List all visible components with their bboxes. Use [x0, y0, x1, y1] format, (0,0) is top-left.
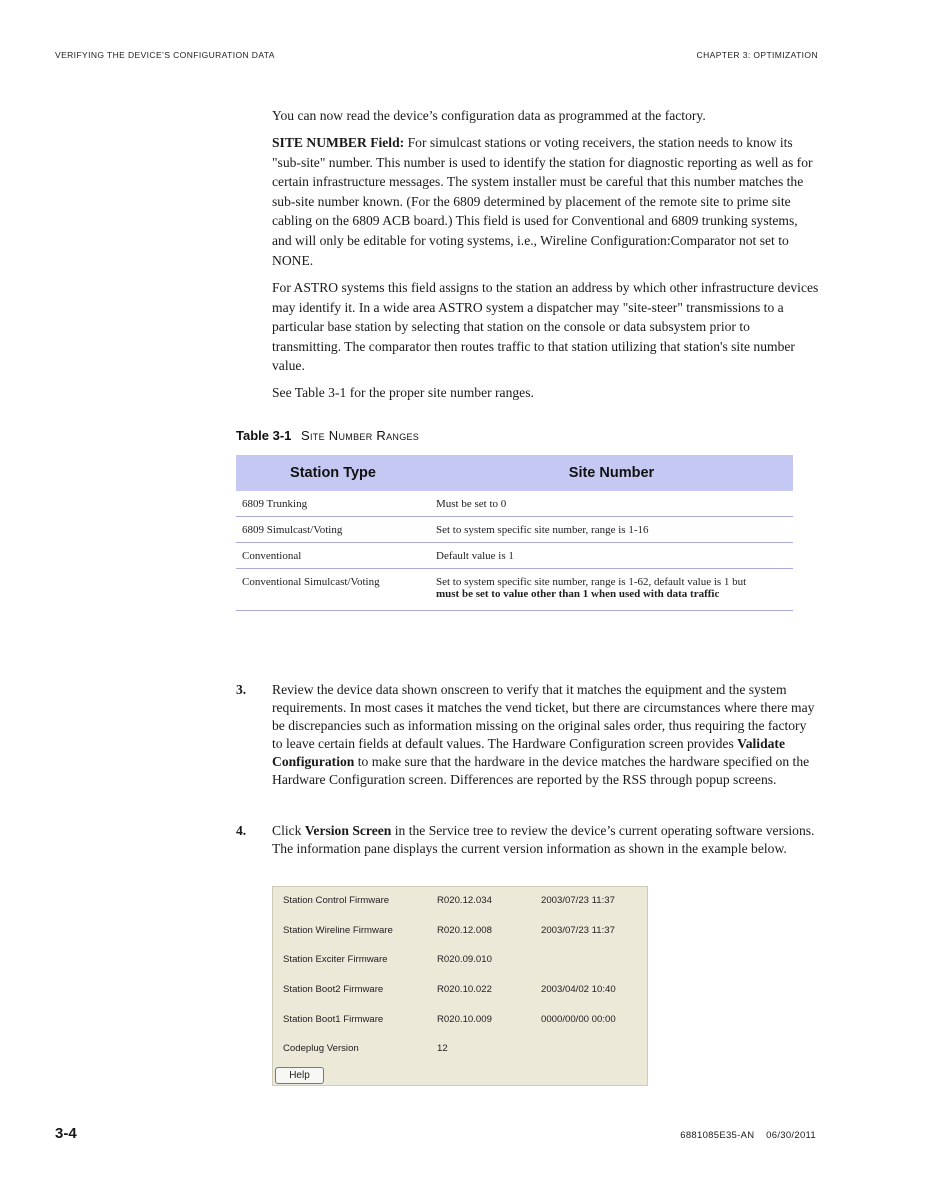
- site-number-table: [236, 455, 793, 611]
- version-screen-panel: [272, 886, 648, 1086]
- station-type-cell: Conventional Simulcast/Voting: [236, 569, 430, 611]
- table-header-row: [236, 455, 793, 491]
- version-screen-term: Version Screen: [304, 823, 392, 838]
- table-row: [236, 569, 793, 611]
- step-4: [236, 822, 820, 858]
- version-row: [273, 925, 647, 939]
- table-row: [236, 517, 793, 543]
- firmware-date: 0000/00/00 00:00: [541, 1014, 616, 1025]
- station-type-cell: 6809 Simulcast/Voting: [236, 517, 430, 543]
- firmware-version: R020.09.010: [437, 954, 492, 965]
- firmware-version: R020.12.034: [437, 895, 492, 906]
- site-number-text: Set to system specific site number, range is 1-62, default value is 1 but: [436, 576, 747, 588]
- version-row: [273, 984, 647, 998]
- firmware-name: Station Boot2 Firmware: [283, 984, 384, 995]
- intro-paragraph: You can now read the device’s configuration data as programmed at the factory.: [272, 108, 706, 123]
- table-row: [236, 543, 793, 569]
- table-row: [236, 491, 793, 517]
- firmware-name: Station Boot1 Firmware: [283, 1014, 384, 1025]
- see-table-paragraph: See Table 3-1 for the proper site number ranges.: [272, 385, 534, 400]
- help-button[interactable]: Help: [275, 1067, 324, 1084]
- version-row: [273, 895, 647, 909]
- table-title: Site Number Ranges: [301, 428, 420, 443]
- header-station-type: Station Type: [236, 455, 430, 491]
- site-number-note: must be set to value other than 1 when used with data traffic: [436, 588, 720, 600]
- version-row: [273, 1014, 647, 1028]
- site-number-cell: [430, 569, 793, 611]
- step-text: Click Version Screen in the Service tree to review the device’s current operating software versions. The information pane displays the current version information as shown in the example below.: [272, 823, 815, 856]
- step-3: [236, 681, 820, 789]
- station-type-cell: 6809 Trunking: [236, 491, 430, 517]
- site-number-paragraph: [272, 133, 820, 276]
- firmware-name: Codeplug Version: [283, 1043, 359, 1054]
- version-row: [273, 1043, 647, 1057]
- firmware-date: 2003/04/02 10:40: [541, 984, 616, 995]
- page-number: 3-4: [55, 1125, 77, 1142]
- table-caption: [236, 428, 419, 443]
- site-number-cell: Must be set to 0: [430, 491, 793, 517]
- running-header-right: CHAPTER 3: OPTIMIZATION: [696, 50, 818, 60]
- site-number-label: SITE NUMBER Field:: [272, 135, 405, 150]
- step-text: Review the device data shown onscreen to verify that it matches the equipment and the system requirements. In most cases it matches the vend ticket, but there are circumstances where there may be discrepancies such as information missing on the original sales order, thus requiring the factory to leave certain fields at default values. The Hardware Configuration screen provides Validate Configuration to make sure that the hardware in the device matches the hardware specified on the Hardware Configuration screen. Differences are reported by the RSS through popup screens.: [272, 682, 815, 787]
- running-header-left: VERIFYING THE DEVICE’S CONFIGURATION DATA: [55, 50, 275, 60]
- firmware-name: Station Exciter Firmware: [283, 954, 388, 965]
- firmware-version: R020.10.022: [437, 984, 492, 995]
- version-row: [273, 954, 647, 968]
- firmware-version: 12: [437, 1043, 448, 1054]
- firmware-version: R020.12.008: [437, 925, 492, 936]
- station-type-cell: Conventional: [236, 543, 430, 569]
- firmware-version: R020.10.009: [437, 1014, 492, 1025]
- firmware-date: 2003/07/23 11:37: [541, 895, 615, 906]
- validate-configuration-term: Validate Configuration: [272, 736, 785, 769]
- firmware-name: Station Control Firmware: [283, 895, 390, 906]
- site-number-text: For simulcast stations or voting receivers, the station needs to know its "sub-site" number. This number is used to identify the station for diagnostic reporting as well as for certain infrastructure messages. The system installer must be careful that this number matches the sub-site number known. (For the 6809 determined by placement of the remote site to prime site cabling on the 6809 ACB board.) This field is used for Conventional and 6809 trunking systems, and will only be editable for voting systems, i.e., Wireline Configuration:Comparator not set to NONE.: [272, 135, 813, 268]
- site-number-cell: Set to system specific site number, range is 1-16: [430, 517, 793, 543]
- site-number-cell: Default value is 1: [430, 543, 793, 569]
- header-site-number: Site Number: [430, 455, 793, 491]
- firmware-date: 2003/07/23 11:37: [541, 925, 615, 936]
- step-number: 3.: [236, 682, 247, 697]
- table-number: Table 3-1: [236, 428, 292, 443]
- astro-paragraph: For ASTRO systems this field assigns to the station an address by which other infrastructure devices may identify it. In a wide area ASTRO system a dispatcher may "site-steer" transmissions to a particular base station by selecting that station on the console or data subsystem prior to transmitting. The comparator then routes traffic to that station utilizing that station's site number value.: [272, 280, 819, 374]
- step-number: 4.: [236, 823, 247, 838]
- firmware-name: Station Wireline Firmware: [283, 925, 393, 936]
- document-number: 6881085E35-AN 06/30/2011: [680, 1130, 816, 1141]
